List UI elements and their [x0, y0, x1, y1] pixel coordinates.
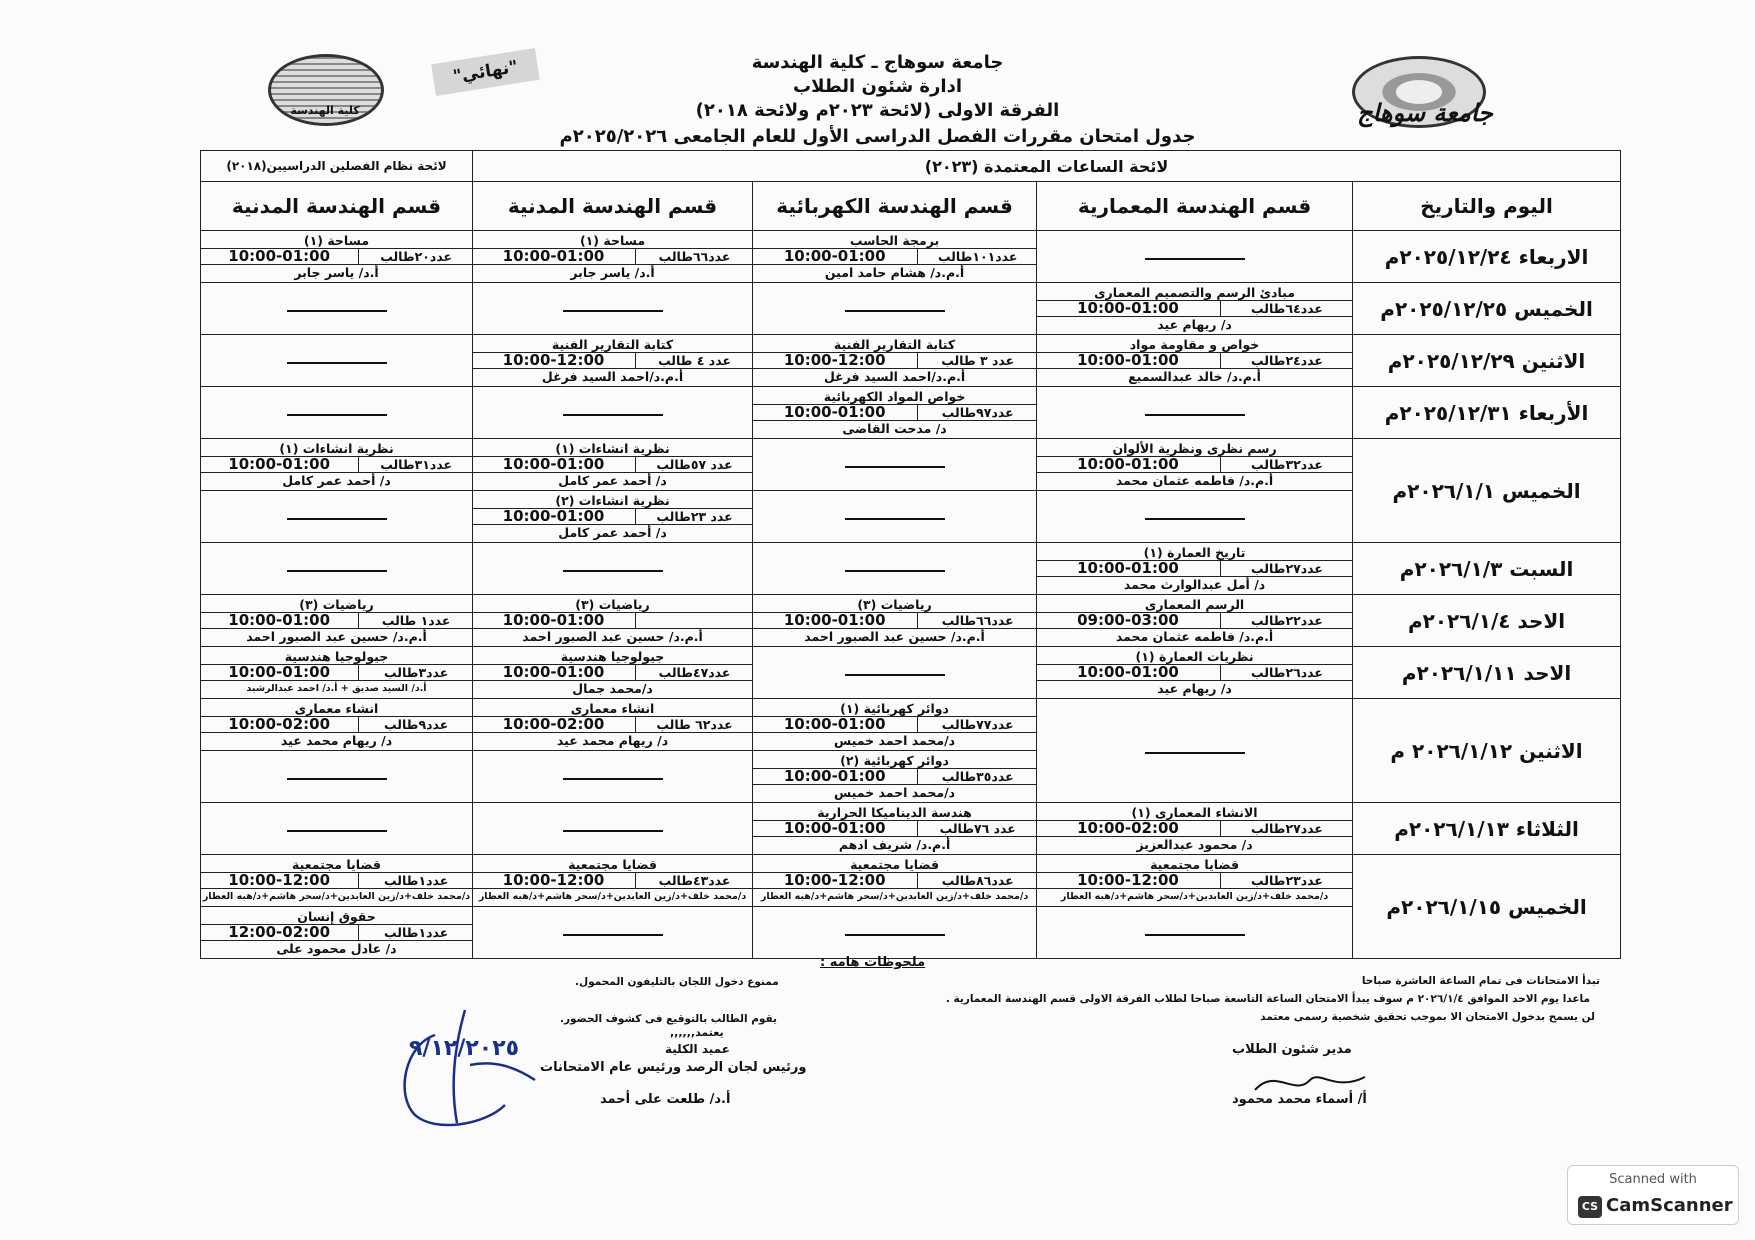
exam-cell: جيولوجيا هندسية 10:00-01:00 عدد٤٧طالب د/محمد جمال [473, 647, 753, 699]
camscanner-logo-icon: CS [1578, 1196, 1602, 1218]
table-row [201, 803, 1621, 855]
header-elec: قسم الهندسة الكهربائية [753, 182, 1037, 231]
dean-name: أ.د/ طلعت على أحمد [600, 1092, 731, 1107]
scanner-watermark [1567, 1165, 1739, 1225]
empty-slot [473, 803, 753, 855]
dean-signature [395, 1005, 565, 1135]
exam-date: الخميس ٢٠٢٥/١٢/٢٥م [1353, 283, 1621, 335]
empty-slot [473, 387, 753, 439]
table-row [201, 647, 1621, 699]
exam-cell: خواص و مقاومة مواد 10:00-01:00 عدد٢٤طالب أ.م.د/ خالد عبدالسميع [1037, 335, 1353, 387]
header-date: اليوم والتاريخ [1353, 182, 1621, 231]
empty-slot [753, 491, 1037, 543]
student-affairs-title: مدير شئون الطلاب [1232, 1042, 1352, 1057]
scanner-name: CamScanner [1606, 1195, 1733, 1216]
empty-slot [753, 907, 1037, 959]
table-row [201, 543, 1621, 595]
empty-slot [473, 283, 753, 335]
cohort-title: الفرقة الاولى (لائحة ٢٠٢٣م ولائحة ٢٠١٨) [695, 100, 1060, 121]
handwritten-date: ٩/١٢/٢٠٢٥ [409, 1036, 520, 1061]
empty-slot [753, 283, 1037, 335]
exam-date: الاثنين ٢٠٢٦/١/١٢ م [1353, 699, 1621, 803]
exam-date: الخميس ٢٠٢٦/١/١م [1353, 439, 1621, 543]
empty-slot [201, 543, 473, 595]
band-two-semesters: لائحة نظام الفصلين الدراسيين(٢٠١٨) [201, 151, 473, 182]
table-row [201, 335, 1621, 387]
note-4: ممنوع دخول اللجان بالتليفون المحمول. [575, 976, 779, 988]
table-row [201, 439, 1621, 491]
university-title: جامعة سوهاج ـ كلية الهندسة [751, 52, 1004, 73]
exam-date: الأربعاء ٢٠٢٥/١٢/٣١م [1353, 387, 1621, 439]
empty-slot [753, 543, 1037, 595]
exam-cell: مساحة (١) 10:00-01:00 عدد٦٦طالب أ.د/ ياسر جابر [473, 231, 753, 283]
table-row [201, 283, 1621, 335]
exam-cell: حقوق إنسان 12:00-02:00 عدد١طالب د/ عادل محمود على [201, 907, 473, 959]
scanner-caption: Scanned with [1609, 1172, 1697, 1187]
table-row [201, 595, 1621, 647]
exam-cell: الرسم المعمارى 09:00-03:00 عدد٢٢طالب أ.م.د/ فاطمه عثمان محمد [1037, 595, 1353, 647]
exam-cell: رياضيات (٣) 10:00-01:00 عدد١ طالب أ.م.د/ حسين عبد الصبور احمد [201, 595, 473, 647]
empty-slot [201, 335, 473, 387]
university-logo-caption: جامعة سوهاج [1357, 98, 1493, 127]
final-stamp: "نهائي" [431, 48, 540, 96]
faculty-logo-caption: كلية الهندسة [290, 104, 360, 117]
empty-slot [473, 907, 753, 959]
exam-date: الاربعاء ٢٠٢٥/١٢/٢٤م [1353, 231, 1621, 283]
empty-slot [753, 439, 1037, 491]
header-civil-2018: قسم الهندسة المدنية [201, 182, 473, 231]
empty-slot [1037, 907, 1353, 959]
exam-cell: نظرية انشاءات (١) 10:00-01:00 عدد٣١طالب د/ أحمد عمر كامل [201, 439, 473, 491]
note-5: يقوم الطالب بالتوقيع فى كشوف الحضور. [560, 1013, 777, 1025]
student-affairs-name: أ/ أسماء محمد محمود [1232, 1092, 1367, 1107]
empty-slot [1037, 699, 1353, 803]
exam-date: الاحد ٢٠٢٦/١/١١م [1353, 647, 1621, 699]
empty-slot [201, 283, 473, 335]
dean-title-2: ورئيس لجان الرصد ورئيس عام الامتحانات [540, 1060, 807, 1075]
exam-date: الاثنين ٢٠٢٥/١٢/٢٩م [1353, 335, 1621, 387]
exam-cell: قضايا مجتمعية 10:00-12:00 عدد٨٦طالب د/محمد خلف+د/زين العابدين+د/سحر هاشم+د/هبه العطار [753, 855, 1037, 907]
empty-slot [1037, 491, 1353, 543]
exam-date: السبت ٢٠٢٦/١/٣م [1353, 543, 1621, 595]
empty-slot [1037, 387, 1353, 439]
note-1: تبدأ الامتحانات فى تمام الساعة العاشرة صباحا [1361, 975, 1600, 987]
dean-title: عميد الكلية [665, 1042, 730, 1056]
empty-slot [1037, 231, 1353, 283]
exam-cell: الانشاء المعمارى (١) 10:00-02:00 عدد٢٧طالب د/ محمود عبدالعزيز [1037, 803, 1353, 855]
exam-cell: قضايا مجتمعية 10:00-12:00 عدد٢٣طالب د/محمد خلف+د/زين العابدين+د/سحر هاشم+د/هبه العطار [1037, 855, 1353, 907]
exam-cell: نظريات العمارة (١) 10:00-01:00 عدد٢٦طالب د/ ريهام عيد [1037, 647, 1353, 699]
exam-cell: مبادئ الرسم والتصميم المعمارى 10:00-01:00 عدد٦٤طالب د/ ريهام عيد [1037, 283, 1353, 335]
empty-slot [473, 751, 753, 803]
header-civil: قسم الهندسة المدنية [473, 182, 753, 231]
table-row [201, 699, 1621, 751]
exam-cell: برمجة الحاسب 10:00-01:00 عدد١٠١طالب أ.م.د/ هشام حامد امين [753, 231, 1037, 283]
exam-cell: خواص المواد الكهربائية 10:00-01:00 عدد٩٧طالب د/ مدحت القاضى [753, 387, 1037, 439]
approval-label: يعتمد,,,,,, [670, 1026, 724, 1039]
exam-cell: رياضيات (٣) 10:00-01:00 عدد٦٦طالب أ.م.د/ حسين عبد الصبور احمد [753, 595, 1037, 647]
band-credit-hours: لائحة الساعات المعتمدة (٢٠٢٣) [473, 151, 1621, 182]
exam-cell: قضايا مجتمعية 10:00-12:00 عدد١طالب د/محمد خلف+د/زين العابدين+د/سحر هاشم+د/هبه العطار [201, 855, 473, 907]
exam-cell: دوائر كهربائية (٢) 10:00-01:00 عدد٣٥طالب د/محمد احمد خميس [753, 751, 1037, 803]
exam-date: الثلاثاء ٢٠٢٦/١/١٣م [1353, 803, 1621, 855]
empty-slot [201, 751, 473, 803]
note-3: لن يسمح بدخول الامتحان الا بموجب تحقيق شخصية رسمى معتمد [1260, 1011, 1595, 1023]
exam-cell: تاريخ العمارة (١) 10:00-01:00 عدد٢٧طالب د/ أمل عبدالوارث محمد [1037, 543, 1353, 595]
exam-cell: كتابة التقارير الفنية 10:00-12:00 عدد ٣ طالب أ.م.د/احمد السيد فرغل [753, 335, 1037, 387]
exam-cell: رياضيات (٣) 10:00-01:00 أ.م.د/ حسين عبد الصبور احمد [473, 595, 753, 647]
header-arch: قسم الهندسة المعمارية [1037, 182, 1353, 231]
exam-cell: انشاء معمارى 10:00-02:00 عدد٩طالب د/ ريهام محمد عيد [201, 699, 473, 751]
empty-slot [753, 647, 1037, 699]
exam-cell: كتابة التقارير الفنية 10:00-12:00 عدد ٤ طالب أ.م.د/احمد السيد فرغل [473, 335, 753, 387]
empty-slot [201, 803, 473, 855]
table-row [201, 387, 1621, 439]
exam-cell: قضايا مجتمعية 10:00-12:00 عدد٤٣طالب د/محمد خلف+د/زين العابدين+د/سحر هاشم+د/هبه العطار [473, 855, 753, 907]
empty-slot [473, 543, 753, 595]
exam-date: الاحد ٢٠٢٦/١/٤م [1353, 595, 1621, 647]
exam-cell: رسم نظرى ونظرية الألوان 10:00-01:00 عدد٣٢طالب أ.م.د/ فاطمه عثمان محمد [1037, 439, 1353, 491]
schedule-title: جدول امتحان مقررات الفصل الدراسى الأول للعام الجامعى ٢٠٢٥/٢٠٢٦م [559, 126, 1196, 147]
exam-cell: انشاء معمارى 10:00-02:00 عدد٦٢ طالب د/ ريهام محمد عيد [473, 699, 753, 751]
exam-cell: هندسة الديناميكا الحرارية 10:00-01:00 عدد ٧٦طالب أ.م.د/ شريف ادهم [753, 803, 1037, 855]
table-row [201, 855, 1621, 907]
exam-schedule-table [200, 150, 1621, 959]
table-row [201, 231, 1621, 283]
exam-cell: دوائر كهربائية (١) 10:00-01:00 عدد٧٧طالب د/محمد احمد خميس [753, 699, 1037, 751]
notes-title: ملحوظات هامه : [820, 955, 926, 970]
exam-cell: جيولوجيا هندسية 10:00-01:00 عدد٣طالب أ.د/ السيد صديق + أ.د/ احمد عبدالرشيد [201, 647, 473, 699]
exam-cell: نظرية انشاءات (٢) 10:00-01:00 عدد ٢٣طالب د/ أحمد عمر كامل [473, 491, 753, 543]
student-affairs-signature [1250, 1062, 1370, 1102]
exam-cell: نظرية انشاءات (١) 10:00-01:00 عدد ٥٧طالب د/ أحمد عمر كامل [473, 439, 753, 491]
department-title: ادارة شئون الطلاب [792, 76, 962, 97]
exam-cell: مساحة (١) 10:00-01:00 عدد٢٠طالب أ.د/ ياسر جابر [201, 231, 473, 283]
note-2: ماعدا يوم الاحد الموافق ٢٠٢٦/١/٤ م سوف يبدأ الامتحان الساعة التاسعة صباحا لطلاب الفرقة الاولى قسم الهندسة المعمارية . [945, 993, 1590, 1005]
empty-slot [201, 491, 473, 543]
empty-slot [201, 387, 473, 439]
exam-date: الخميس ٢٠٢٦/١/١٥م [1353, 855, 1621, 959]
